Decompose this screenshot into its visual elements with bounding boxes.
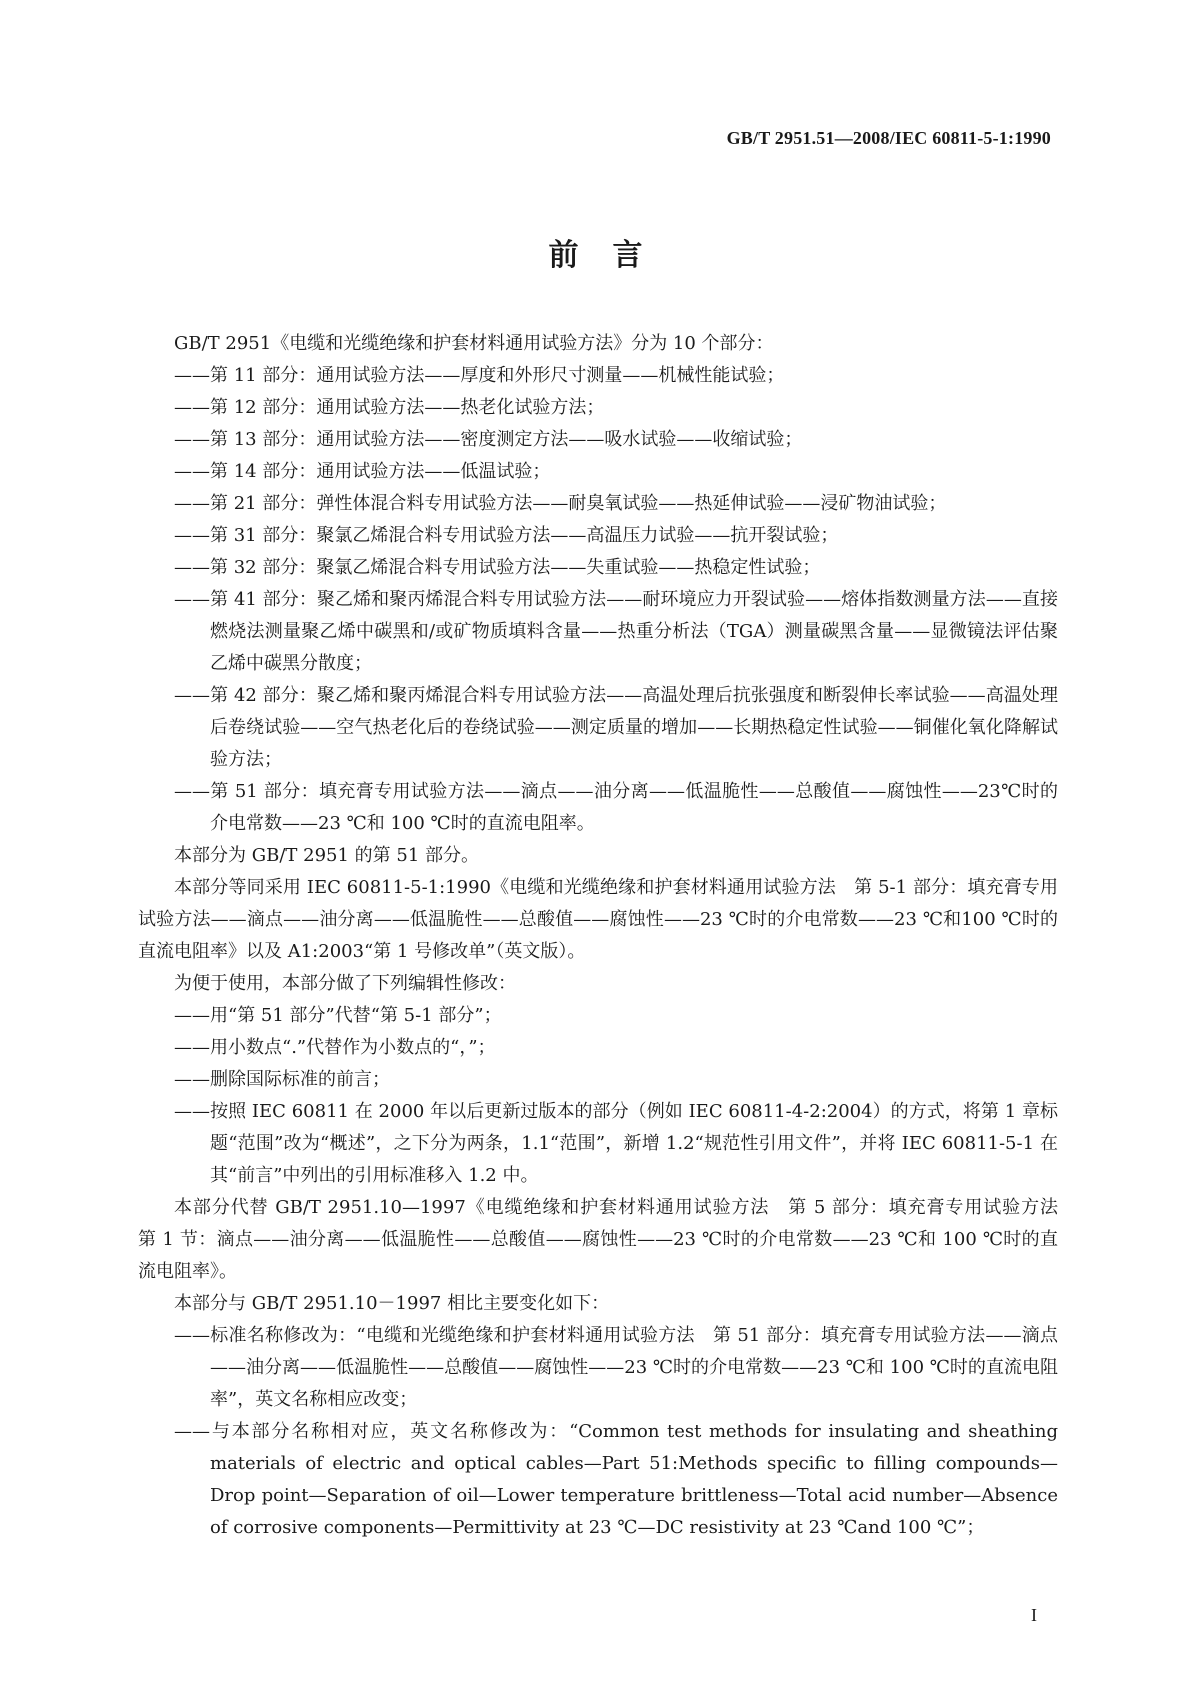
- list-item-part-31: ——第 31 部分：聚氯乙烯混合料专用试验方法——高温压力试验——抗开裂试验；: [174, 525, 839, 546]
- list-item-part-14: ——第 14 部分：通用试验方法——低温试验；: [174, 461, 551, 482]
- list-item-change-1: ——标准名称修改为：“电缆和光缆绝缘和护套材料通用试验方法 第 51 部分：填充膏专用试验方法——滴点——油分离——低温脆性——总酸值——腐蚀性——23 ℃时的介电常数——23 ℃和 100 ℃时的直流电阻率”，英文名称相应改变；: [174, 1325, 1058, 1410]
- paragraph-part-statement: 本部分为 GB/T 2951 的第 51 部分。: [174, 845, 479, 866]
- standard-code-header: GB/T 2951.51—2008/IEC 60811-5-1:1990: [726, 128, 1051, 148]
- intro-paragraph: GB/T 2951《电缆和光缆绝缘和护套材料通用试验方法》分为 10 个部分：: [174, 333, 774, 354]
- page-title: 前言: [548, 238, 677, 273]
- paragraph-replaces: 本部分代替 GB/T 2951.10—1997《电缆绝缘和护套材料通用试验方法 第 5 部分：填充膏专用试验方法 第 1 节：滴点——油分离——低温脆性——总酸值——腐蚀性——23 ℃时的介电常数——23 ℃和 100 ℃时的直流电阻率》。: [138, 1197, 1076, 1282]
- list-item-part-12: ——第 12 部分：通用试验方法——热老化试验方法；: [174, 397, 605, 418]
- page-number: I: [1031, 1605, 1037, 1625]
- list-item-editorial-4: ——按照 IEC 60811 在 2000 年以后更新过版本的部分（例如 IEC 60811-4-2:2004）的方式，将第 1 章标题“范围”改为“概述”，之下分为两条，1.1“范围”，新增 1.2“规范性引用文件”，并将 IEC 60811-5-1 在其“前言”中列出的引用标准移入 1.2 中。: [174, 1101, 1058, 1186]
- list-item-part-13: ——第 13 部分：通用试验方法——密度测定方法——吸水试验——收缩试验；: [174, 429, 803, 450]
- list-item-part-11: ——第 11 部分：通用试验方法——厚度和外形尺寸测量——机械性能试验；: [174, 365, 785, 386]
- list-item-editorial-1: ——用“第 51 部分”代替“第 5-1 部分”；: [174, 1005, 502, 1026]
- list-item-editorial-2: ——用小数点“.”代替作为小数点的“，”；: [174, 1037, 496, 1058]
- paragraph-changes-intro: 本部分与 GB/T 2951.10－1997 相比主要变化如下：: [174, 1293, 610, 1314]
- foreword-body: [138, 328, 1076, 1544]
- list-item-change-2: ——与本部分名称相对应，英文名称修改为：“Common test methods for insulating and sheathing materials of electric and optical cables—Part 51:Methods specific to filling compounds—Drop point—Separation of oil—Lower temperature brittleness—Total acid number—Absence of corrosive components—Permittivity at 23 ℃—DC resistivity at 23 ℃and 100 ℃”；: [174, 1421, 1058, 1538]
- paragraph-equivalence: 本部分等同采用 IEC 60811-5-1:1990《电缆和光缆绝缘和护套材料通用试验方法 第 5-1 部分：填充膏专用试验方法——滴点——油分离——低温脆性——总酸值——腐蚀性——23 ℃时的介电常数——23 ℃和100 ℃时的直流电阻率》以及 A1:2003“第 1 号修改单”（英文版）。: [138, 877, 1058, 962]
- list-item-part-51: ——第 51 部分：填充膏专用试验方法——滴点——油分离——低温脆性——总酸值——腐蚀性——23℃时的介电常数——23 ℃和 100 ℃时的直流电阻率。: [174, 781, 1058, 834]
- paragraph-editorial-intro: 为便于使用，本部分做了下列编辑性修改：: [174, 973, 516, 994]
- list-item-part-41: ——第 41 部分：聚乙烯和聚丙烯混合料专用试验方法——耐环境应力开裂试验——熔体指数测量方法——直接燃烧法测量聚乙烯中碳黑和/或矿物质填料含量——热重分析法（TGA）测量碳黑含量——显微镜法评估聚乙烯中碳黑分散度；: [174, 589, 1058, 674]
- list-item-part-21: ——第 21 部分：弹性体混合料专用试验方法——耐臭氧试验——热延伸试验——浸矿物油试验；: [174, 493, 947, 514]
- list-item-editorial-3: ——删除国际标准的前言；: [174, 1069, 390, 1090]
- list-item-part-42: ——第 42 部分：聚乙烯和聚丙烯混合料专用试验方法——高温处理后抗张强度和断裂伸长率试验——高温处理后卷绕试验——空气热老化后的卷绕试验——测定质量的增加——长期热稳定性试验——铜催化氧化降解试验方法；: [174, 685, 1058, 770]
- list-item-part-32: ——第 32 部分：聚氯乙烯混合料专用试验方法——失重试验——热稳定性试验；: [174, 557, 821, 578]
